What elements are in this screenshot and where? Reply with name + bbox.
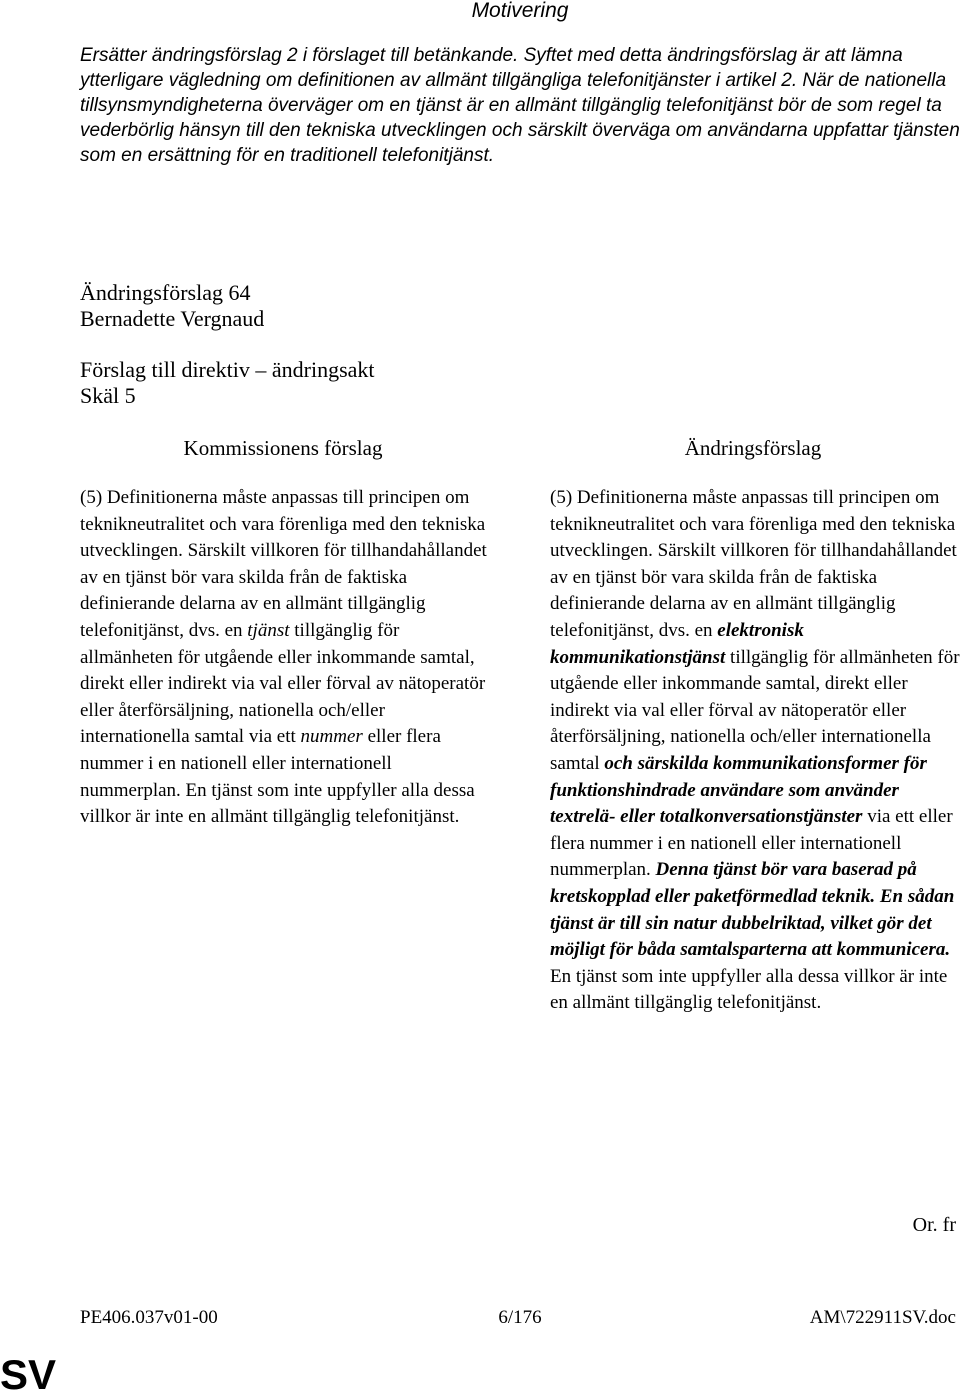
amendment-number: Ändringsförslag 64 xyxy=(80,280,251,305)
motivering-heading: Motivering xyxy=(471,0,569,22)
amendment-header xyxy=(80,280,680,409)
text-segment: tillgänglig för allmänheten för utgående eller inkommande samtal, direkt eller indirekt via val eller förval av nätoperatör eller återförsäljning, nationella och/eller internationella samtal via ett xyxy=(80,619,486,748)
text-segment: En tjänst som inte uppfyller alla dessa villkor är inte en allmänt tillgänglig telefonitjänst. xyxy=(550,965,948,1014)
page-number: 6/176 xyxy=(498,1307,542,1328)
commission-proposal-heading: Kommissionens förslag xyxy=(183,436,383,460)
footer-document-name: AM\722911SV.doc xyxy=(809,1307,956,1328)
recital-reference: Skäl 5 xyxy=(80,383,136,408)
amendment-column-heading: Ändringsförslag xyxy=(684,436,822,460)
text-segment: eller flera nummer i en nationell eller internationell nummerplan. En tjänst som inte uppfyller alla dessa villkor är inte en allmänt tillgänglig telefonitjänst. xyxy=(80,726,475,828)
motivering-text: Ersätter ändringsförslag 2 i förslaget till betänkande. Syftet med detta ändringsförslag är att lämna ytterligare vägledning om definitionen av allmänt tillgängliga telefonitjänster i artikel 2. När de nationella tillsynsmyndigheterna överväger om en tjänst är en allmänt tillgänglig telefonitjänst bör de som regel ta vederbörlig hänsyn till den tekniska utvecklingen och särskilt överväga om användarna uppfattar tjänsten som en ersättning för en traditionell telefonitjänst. xyxy=(80,45,960,166)
italic-segment: tjänst xyxy=(247,619,290,641)
text-segment: (5) Definitionerna måste anpassas till principen om teknikneutralitet och vara förenliga med den tekniska utvecklingen. Särskilt villkoren för tillhandahållandet av en tjänst bör vara skilda från de faktiska definierande delarna av en allmänt tillgänglig telefonitjänst, dvs. en xyxy=(80,487,487,641)
text-segment: (5) Definitionerna måste anpassas till principen om teknikneutralitet och vara förenliga med den tekniska utvecklingen. Särskilt villkoren för tillhandahållandet av en tjänst bör vara skilda från de faktiska definierande delarna av en allmänt tillgänglig telefonitjänst, dvs. en xyxy=(550,487,957,641)
original-language: Or. fr xyxy=(912,1214,956,1236)
amended-segment: elektronisk kommunikationstjänst xyxy=(550,619,804,668)
commission-proposal-text xyxy=(80,485,490,831)
proposal-title: Förslag till direktiv – ändringsakt xyxy=(80,357,375,382)
footer-reference: PE406.037v01-00 xyxy=(80,1307,218,1328)
amended-segment: och särskilda kommunikationsformer för funktionshindrade användare som använder textrelä- eller totalkonversationstjänster xyxy=(550,752,927,828)
text-segment: via ett eller flera nummer i en nationell eller internationell nummerplan. xyxy=(550,806,953,881)
amended-segment: Denna tjänst bör vara baserad på kretskopplad eller paketförmedlad teknik. En sådan tjänst är till sin natur dubbelriktad, vilket gör det möjligt för båda samtalsparterna att kommunicera. xyxy=(550,859,955,961)
language-code: SV xyxy=(0,1351,57,1398)
amendment-author: Bernadette Vergnaud xyxy=(80,306,265,331)
italic-segment: nummer xyxy=(300,726,363,748)
text-segment: tillgänglig för allmänheten för utgående eller inkommande samtal, direkt eller indirekt via val eller förval av nätoperatör eller återförsäljning, nationella och/eller internationella samtal xyxy=(550,646,960,774)
amendment-text xyxy=(550,485,960,1017)
